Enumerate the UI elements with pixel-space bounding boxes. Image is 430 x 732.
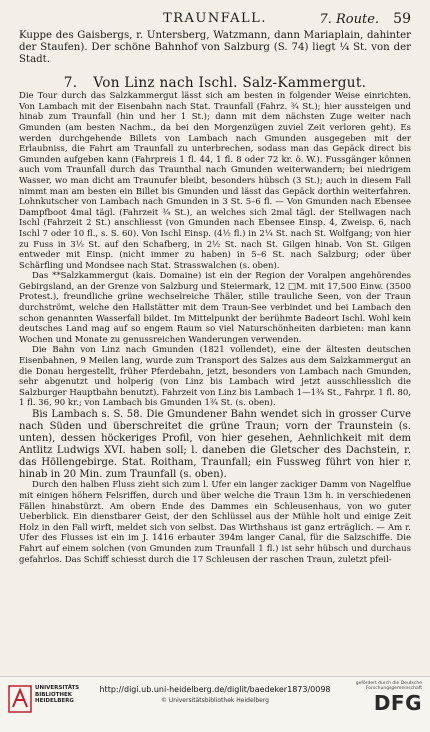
paragraph-route: Bis Lambach s. S. 58. Die Gmundener Bahn wendet sich in grosser Curve nach Süden und überschreitet die grüne Traun; vorn der Traunstein (s. unten), dessen höckeriges Profil, von hier gesehen, Aehnlichkeit mit dem Antlitz Ludwigs XVI. haben soll; l. daneben die Gletscher des Dachstein, r. das Höllengebirge. Stat. Roitham, Traunfall; ein Fussweg führt von hier r. hinab in 20 Min. zum Traunfall (s. oben). [19, 409, 411, 480]
page-number: 59 [393, 11, 411, 27]
paragraph-tour: Die Tour durch das Salzkammergut lässt sich am besten in folgender Weise einrichten. Von Lambach mit der Eisenbahn nach Stat. Traunfall (Fahrz. ¾ St.); hier aussteigen und hinab zum Traunfall (hin und her 1 St.); dann mit dem nächsten Zuge weiter nach Gmunden (am besten Nachm., da bei den Morgenzügen zuviel Zeit verloren geht). Es werden durchgehende Billets von Lambach nach Gmunden ausgegeben mit der Erlaubniss, die Fahrt am Traunfall zu unterbrechen, sodass man das Gepäck direct bis Gmunden aufgeben kann (Fahrpreis 1 fl. 44, 1 fl. 8 oder 72 kr. ö. W.). Fussgänger können auch vom Traunfall durch das Traunthal nach Gmunden weiterwandern; bei niedrigem Wasser, wo man dicht am Traunufer bleibt, besonders hübsch (3 St.); auch in diesem Fall nimmt man am besten ein Billet bis Gmunden und lässt das Gepäck dorthin weiterfahren. Lohnkutscher von Lambach nach Gmunden in 3 St. 5–6 fl. — Von Gmunden nach Ebensee Dampfboot 4mal tägl. (Fahrzeit ¾ St.), an welches sich 2mal tägl. der Stellwagen nach Ischl (Fahrzeit 2 St.) anschliesst (von Gmunden nach Ebensee Einsp. 4, Zweisp. 6, nach Ischl 7 oder 10 fl., s. S. 60). Von Ischl Einsp. (4½ fl.) in 2¼ St. nach St. Wolfgang; von hier zu Fuss in 3½ St. auf den Schafberg, in 2½ St. nach St. Gilgen hinab. Von St. Gilgen entweder mit Einsp. (nicht immer zu haben) in 5–6 St. nach Salzburg; oder über Schärfling und Mondsee nach Stat. Strasswalchen (s. oben). [19, 91, 411, 271]
funder-block [352, 681, 422, 714]
header-right [319, 11, 411, 27]
library-name: UNIVERSITÄTS BIBLIOTHEK HEIDELBERG [35, 685, 80, 705]
section-title: Von Linz nach Ischl. Salz-Kammergut. [93, 74, 367, 91]
book-page [19, 10, 411, 565]
dfg-logo: DFG [373, 690, 422, 715]
header-route: 7. Route. [319, 12, 380, 27]
header-title: TRAUNFALL. [163, 11, 267, 26]
paragraph-railway: Die Bahn von Linz nach Gmunden (1821 vollendet), eine der ältesten deutschen Eisenbahnen, 9 Meilen lang, wurde zum Transport des Salzes aus dem Salzkammergut an die Donau hergestellt, früher Pferdebahn, jetzt, besonders von Lambach nach Gmunden, sehr abgenutzt und holperig (von Linz bis Lambach wird jetzt ausschliesslich die Salzburger Hauptbahn benutzt). Fahrzeit von Linz bis Lambach 1—1¾ St., Fahrpr. 1 fl. 80, 1 fl. 36, 90 kr.; von Lambach bis Gmunden 1¾ St. (s. oben). [19, 345, 411, 409]
section-number: 7. [63, 74, 78, 91]
funding-note: gefördert durch die Deutsche Forschungsgemeinschaft [355, 681, 422, 692]
intro-paragraph: Kuppe des Gaisbergs, r. Untersberg, Watzmann, dann Mariaplain, dahinter der Staufen). Der schöne Bahnhof von Salzburg (S. 74) liegt ¼ St. von der Stadt. [19, 30, 411, 66]
running-header [19, 10, 411, 30]
paragraph-traunfall: Durch den halben Fluss zieht sich zum l. Ufer ein langer zackiger Damm von Nagelflue mit einigen höhern Felsriffen, durch und über welche die Traun 13m h. in verschiedenen Fällen hinabstürzt. Am obern Ende des Dammes ein Schleusenhaus, von wo guter Ueberblick. Ein dienstbarer Geist, der den Schlüssel aus der Mühle holt und einige Zeit Holz in den Fall wirft, meldet sich von selbst. Das Wirthshaus ist ganz erträglich. — Am r. Ufer des Flusses ist ein im J. 1416 erbauter 394m langer Canal, für die Salzschiffe. Die Fahrt auf einem solchen (von Gmunden zum Traunfall 1 fl.) ist sehr hübsch und durchaus gefahrlos. Das Schiff schiesst durch die 17 Schleusen der raschen Traun, zuletzt pfeil- [19, 480, 411, 565]
copyright-notice: © Universitätsbibliothek Heidelberg [160, 697, 269, 704]
page-body [19, 30, 411, 565]
digitization-footer [0, 676, 430, 732]
source-url[interactable]: http://digi.ub.uni-heidelberg.de/diglit/baedeker1873/0098 [99, 685, 331, 694]
paragraph-salzkammergut: Das **Salzkammergut (kais. Domaine) ist ein der Region der Voralpen angehörendes Gebirgsland, an der Grenze von Salzburg und Steiermark, 12 □M. mit 17,500 Einw. (3500 Protest.), freundliche grüne wechselreiche Thäler, stille trauliche Seen, von der Traun durchströmt, welche den Hallstätter mit dem Traun-See verbindet und bei Lambach den schon genannten Wasserfall bildet. Im Mittelpunkt der berühmte Badeort Ischl. Wohl kein deutsches Land mag auf so engem Raum so viel Naturschönheiten darbieten: man kann Wochen und Monate zu genussreichen Wanderungen verwenden. [19, 271, 411, 345]
section-heading [19, 74, 411, 91]
